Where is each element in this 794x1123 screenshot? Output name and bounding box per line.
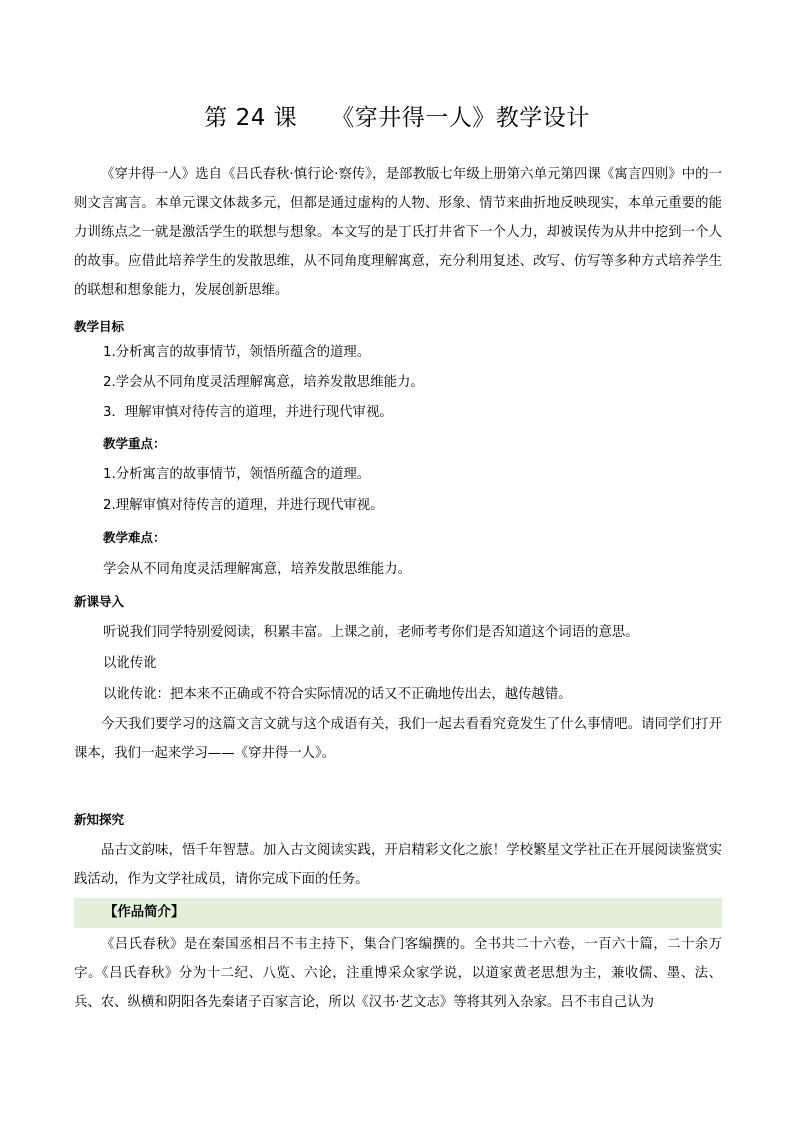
difficulty-heading xyxy=(103,528,166,549)
goal-item: 2.学会从不同角度灵活理解寓意，培养发散思维能力。 xyxy=(103,375,424,390)
key-points-heading-text: 教学重点： xyxy=(103,436,166,451)
work-intro-label: 【作品简介】 xyxy=(104,905,185,920)
intro-line: 以讹传讹：把本来不正确或不符合实际情况的话又不正确地传出去，越传越错。 xyxy=(103,687,572,702)
goal-item: 3．理解审慎对待传言的道理，并进行现代审视。 xyxy=(103,405,393,420)
title-lesson-name: 《穿井得一人》教学设计 xyxy=(331,105,590,131)
goals-heading: 教学目标 xyxy=(74,319,125,334)
explore-paragraph: 品古文韵味，悟千年智慧。加入古文阅读实践，开启精彩文化之旅！学校繁星文学社正在开展阅读鉴赏实践活动，作为文学社成员，请你完成下面的任务。 xyxy=(74,843,722,887)
intro-line: 听说我们同学特别爱阅读，积累丰富。上课之前，老师考考你们是否知道这个词语的意思。 xyxy=(103,625,639,640)
explore-section-heading: 新知探究 xyxy=(74,812,125,827)
work-paragraph: 《吕氏春秋》是在秦国丞相吕不韦主持下，集合门客编撰的。全书共二十六卷，一百六十篇，二十余万字。《吕氏春秋》分为十二纪、八览、六论，注重博采众家学说，以道家黄老思想为主，兼收儒、墨、法、兵、农、纵横和阴阳各先秦诸子百家言论，所以《汉书·艺文志》等将其列入杂家。吕不韦自己认为 xyxy=(74,937,722,1010)
key-point-item: 1.分析寓言的故事情节，领悟所蕴含的道理。 xyxy=(103,467,371,482)
explore-paragraph-block xyxy=(74,836,722,894)
difficulty-heading-text: 教学难点： xyxy=(103,530,166,545)
intro-paragraph-block xyxy=(74,160,722,305)
work-paragraph-block xyxy=(74,930,722,1017)
key-points-heading xyxy=(103,434,166,455)
intro-section-heading: 新课导入 xyxy=(74,594,125,609)
goal-item: 1.分析寓言的故事情节，领悟所蕴含的道理。 xyxy=(103,345,371,360)
difficulty-item: 学会从不同角度灵活理解寓意，培养发散思维能力。 xyxy=(103,562,411,577)
intro-closing-paragraph: 今天我们要学习的这篇文言文就与这个成语有关，我们一起去看看究竟发生了什么事情吧。请同学们打开课本，我们一起来学习——《穿井得一人》。 xyxy=(74,717,722,761)
intro-paragraph: 《穿井得一人》选自《吕氏春秋·慎行论·察传》，是部教版七年级上册第六单元第四课《寓言四则》中的一则文言寓言。本单元课文体裁多元，但都是通过虚构的人物、形象、情节来曲折地反映现实，本单元重要的能力训练点之一就是激活学生的联想与想象。本文写的是丁氏打井省下一个人力，却被误传为从井中挖到一个人的故事。应借此培养学生的发散思维，从不同角度理解寓意，充分利用复述、改写、仿写等多种方式培养学生的联想和想象能力，发展创新思维。 xyxy=(74,167,722,298)
intro-closing-block xyxy=(74,710,722,768)
intro-line: 以讹传讹 xyxy=(103,656,157,671)
page-title xyxy=(0,102,794,134)
title-lesson-number: 第 24 课 xyxy=(204,105,298,131)
work-intro-box xyxy=(74,898,722,928)
key-point-item: 2.理解审慎对待传言的道理，并进行现代审视。 xyxy=(103,498,384,513)
